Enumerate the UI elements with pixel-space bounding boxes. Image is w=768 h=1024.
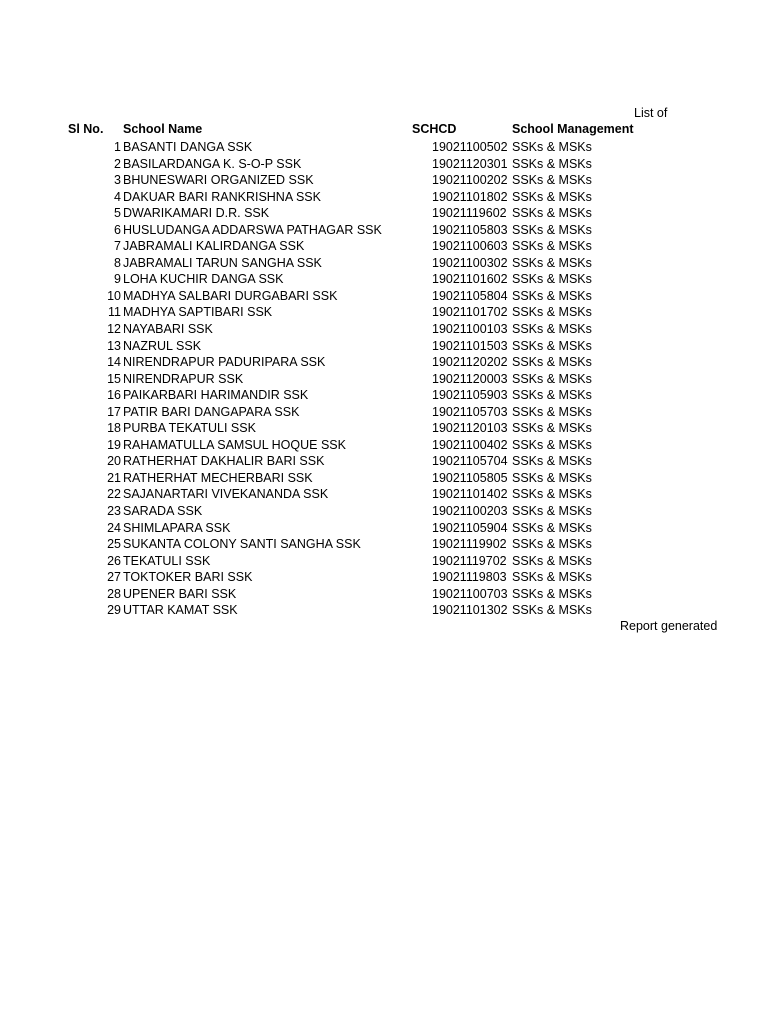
cell-school-name: UPENER BARI SSK xyxy=(123,586,237,601)
cell-school-name: RAHAMATULLA SAMSUL HOQUE SSK xyxy=(123,437,346,452)
cell-school-name: UTTAR KAMAT SSK xyxy=(123,603,238,618)
cell-school-management: SSKs & MSKs xyxy=(512,520,592,535)
cell-schcd: 19021100703 xyxy=(432,586,508,601)
cell-sl-no: 18 xyxy=(107,421,121,436)
cell-school-management: SSKs & MSKs xyxy=(512,553,592,568)
cell-school-name: RATHERHAT DAKHALIR BARI SSK xyxy=(123,454,325,469)
cell-schcd: 19021101503 xyxy=(432,338,508,353)
cell-sl-no: 26 xyxy=(107,553,121,568)
cell-school-name: TOKTOKER BARI SSK xyxy=(123,570,253,585)
cell-school-management: SSKs & MSKs xyxy=(512,404,592,419)
cell-school-name: NAZRUL SSK xyxy=(123,338,202,353)
cell-school-name: DAKUAR BARI RANKRISHNA SSK xyxy=(123,189,321,204)
cell-sl-no: 28 xyxy=(107,586,121,601)
cell-school-name: BASANTI DANGA SSK xyxy=(123,140,253,154)
cell-school-management: SSKs & MSKs xyxy=(512,173,592,188)
cell-school-management: SSKs & MSKs xyxy=(512,272,592,287)
cell-sl-no: 25 xyxy=(107,537,121,552)
table-row xyxy=(0,420,667,437)
table-row xyxy=(0,470,667,487)
cell-schcd: 19021100402 xyxy=(432,437,508,452)
table-header-row xyxy=(0,122,700,139)
table-row xyxy=(0,222,667,239)
cell-school-management: SSKs & MSKs xyxy=(512,603,592,618)
cell-school-management: SSKs & MSKs xyxy=(512,338,592,353)
cell-sl-no: 21 xyxy=(107,470,121,485)
cell-school-management: SSKs & MSKs xyxy=(512,437,592,452)
cell-school-management: SSKs & MSKs xyxy=(512,504,592,519)
cell-schcd: 19021120003 xyxy=(432,371,508,386)
column-header-school-management: School Management xyxy=(512,122,634,136)
cell-schcd: 19021100203 xyxy=(432,504,508,519)
cell-schcd: 19021101602 xyxy=(432,272,508,287)
cell-schcd: 19021101402 xyxy=(432,487,508,502)
table-body xyxy=(0,139,667,619)
cell-school-name: BHUNESWARI ORGANIZED SSK xyxy=(123,173,314,188)
cell-sl-no: 24 xyxy=(107,520,121,535)
cell-school-management: SSKs & MSKs xyxy=(512,255,592,270)
cell-school-management: SSKs & MSKs xyxy=(512,189,592,204)
table-row xyxy=(0,321,667,338)
table-row xyxy=(0,602,667,619)
cell-sl-no: 22 xyxy=(107,487,121,502)
cell-sl-no: 3 xyxy=(114,173,121,188)
cell-schcd: 19021101702 xyxy=(432,305,508,320)
column-header-sl-no: Sl No. xyxy=(68,122,104,136)
cell-school-name: NIRENDRAPUR SSK xyxy=(123,371,244,386)
cell-schcd: 19021100103 xyxy=(432,322,508,337)
cell-schcd: 19021105804 xyxy=(432,288,508,303)
cell-school-name: MADHYA SALBARI DURGABARI SSK xyxy=(123,288,338,303)
cell-school-management: SSKs & MSKs xyxy=(512,388,592,403)
cell-school-management: SSKs & MSKs xyxy=(512,239,592,254)
cell-sl-no: 13 xyxy=(107,338,121,353)
cell-sl-no: 16 xyxy=(107,388,121,403)
table-row xyxy=(0,354,667,371)
cell-school-management: SSKs & MSKs xyxy=(512,206,592,221)
cell-school-management: SSKs & MSKs xyxy=(512,586,592,601)
cell-sl-no: 29 xyxy=(107,603,121,618)
cell-schcd: 19021105803 xyxy=(432,222,508,237)
cell-schcd: 19021119803 xyxy=(432,570,507,585)
cell-schcd: 19021105805 xyxy=(432,470,508,485)
cell-school-name: HUSLUDANGA ADDARSWA PATHAGAR SSK xyxy=(123,222,382,237)
cell-school-management: SSKs & MSKs xyxy=(512,355,592,370)
cell-sl-no: 8 xyxy=(114,255,121,270)
cell-sl-no: 11 xyxy=(108,305,121,320)
cell-school-name: NAYABARI SSK xyxy=(123,322,213,337)
cell-sl-no: 4 xyxy=(114,189,121,204)
table-row xyxy=(0,238,667,255)
cell-schcd: 19021120301 xyxy=(432,156,508,171)
cell-schcd: 19021119602 xyxy=(432,206,507,221)
cell-schcd: 19021119902 xyxy=(432,537,507,552)
table-row xyxy=(0,172,667,189)
cell-school-name: DWARIKAMARI D.R. SSK xyxy=(123,206,270,221)
table-row xyxy=(0,189,667,206)
cell-schcd: 19021100302 xyxy=(432,255,508,270)
cell-school-management: SSKs & MSKs xyxy=(512,156,592,171)
table-row xyxy=(0,486,667,503)
cell-school-name: PURBA TEKATULI SSK xyxy=(123,421,256,436)
cell-sl-no: 9 xyxy=(114,272,121,287)
cell-school-management: SSKs & MSKs xyxy=(512,140,592,154)
table-row xyxy=(0,520,667,537)
cell-school-name: JABRAMALI KALIRDANGA SSK xyxy=(123,239,305,254)
cell-schcd: 19021120202 xyxy=(432,355,508,370)
cell-school-name: RATHERHAT MECHERBARI SSK xyxy=(123,470,313,485)
report-footer: Report generated xyxy=(620,619,718,633)
table-row xyxy=(0,586,667,603)
table-row xyxy=(0,437,667,454)
cell-schcd: 19021119702 xyxy=(432,553,507,568)
cell-school-name: BASILARDANGA K. S-O-P SSK xyxy=(123,156,302,171)
cell-schcd: 19021100603 xyxy=(432,239,508,254)
cell-sl-no: 27 xyxy=(107,570,121,585)
cell-school-name: SAJANARTARI VIVEKANANDA SSK xyxy=(123,487,329,502)
cell-school-management: SSKs & MSKs xyxy=(512,371,592,386)
cell-schcd: 19021105704 xyxy=(432,454,508,469)
cell-school-name: TEKATULI SSK xyxy=(123,553,211,568)
cell-school-name: SARADA SSK xyxy=(123,504,203,519)
cell-sl-no: 19 xyxy=(107,437,121,452)
cell-schcd: 19021105703 xyxy=(432,404,508,419)
table-row xyxy=(0,338,667,355)
cell-school-name: NIRENDRAPUR PADURIPARA SSK xyxy=(123,355,326,370)
cell-schcd: 19021100202 xyxy=(432,173,508,188)
cell-sl-no: 20 xyxy=(107,454,121,469)
table-row xyxy=(0,536,667,553)
cell-school-management: SSKs & MSKs xyxy=(512,537,592,552)
table-row xyxy=(0,371,667,388)
cell-school-name: PAIKARBARI HARIMANDIR SSK xyxy=(123,388,309,403)
table-row xyxy=(0,553,667,570)
cell-sl-no: 7 xyxy=(114,239,121,254)
cell-schcd: 19021101302 xyxy=(432,603,508,618)
cell-sl-no: 17 xyxy=(107,404,121,419)
table-row xyxy=(0,404,667,421)
cell-school-management: SSKs & MSKs xyxy=(512,222,592,237)
cell-school-management: SSKs & MSKs xyxy=(512,288,592,303)
cell-sl-no: 2 xyxy=(114,156,121,171)
cell-schcd: 19021120103 xyxy=(432,421,508,436)
table-row xyxy=(0,569,667,586)
cell-school-management: SSKs & MSKs xyxy=(512,305,592,320)
cell-sl-no: 15 xyxy=(107,371,121,386)
table-row xyxy=(0,387,667,404)
cell-schcd: 19021105904 xyxy=(432,520,508,535)
cell-school-management: SSKs & MSKs xyxy=(512,421,592,436)
table-row xyxy=(0,139,667,156)
table-row xyxy=(0,503,667,520)
cell-schcd: 19021100502 xyxy=(432,140,508,154)
cell-school-name: PATIR BARI DANGAPARA SSK xyxy=(123,404,300,419)
cell-school-name: JABRAMALI TARUN SANGHA SSK xyxy=(123,255,322,270)
cell-sl-no: 5 xyxy=(114,206,121,221)
column-header-schcd: SCHCD xyxy=(412,122,457,136)
cell-school-management: SSKs & MSKs xyxy=(512,322,592,337)
cell-schcd: 19021101802 xyxy=(432,189,508,204)
cell-school-management: SSKs & MSKs xyxy=(512,454,592,469)
cell-schcd: 19021105903 xyxy=(432,388,508,403)
cell-sl-no: 6 xyxy=(114,222,121,237)
table-row xyxy=(0,205,667,222)
report-title: List of xyxy=(634,106,668,120)
table-row xyxy=(0,304,667,321)
cell-sl-no: 12 xyxy=(107,322,121,337)
column-header-school-name: School Name xyxy=(123,122,203,136)
cell-school-management: SSKs & MSKs xyxy=(512,470,592,485)
table-row xyxy=(0,156,667,173)
cell-school-name: MADHYA SAPTIBARI SSK xyxy=(123,305,273,320)
cell-sl-no: 23 xyxy=(107,504,121,519)
cell-school-name: LOHA KUCHIR DANGA SSK xyxy=(123,272,284,287)
table-row xyxy=(0,288,667,305)
cell-school-name: SUKANTA COLONY SANTI SANGHA SSK xyxy=(123,537,361,552)
cell-school-management: SSKs & MSKs xyxy=(512,487,592,502)
cell-sl-no: 10 xyxy=(107,288,121,303)
cell-school-name: SHIMLAPARA SSK xyxy=(123,520,231,535)
table-row xyxy=(0,271,667,288)
cell-sl-no: 1 xyxy=(114,140,121,154)
cell-school-management: SSKs & MSKs xyxy=(512,570,592,585)
table-row xyxy=(0,453,667,470)
cell-sl-no: 14 xyxy=(107,355,121,370)
table-row xyxy=(0,255,667,272)
